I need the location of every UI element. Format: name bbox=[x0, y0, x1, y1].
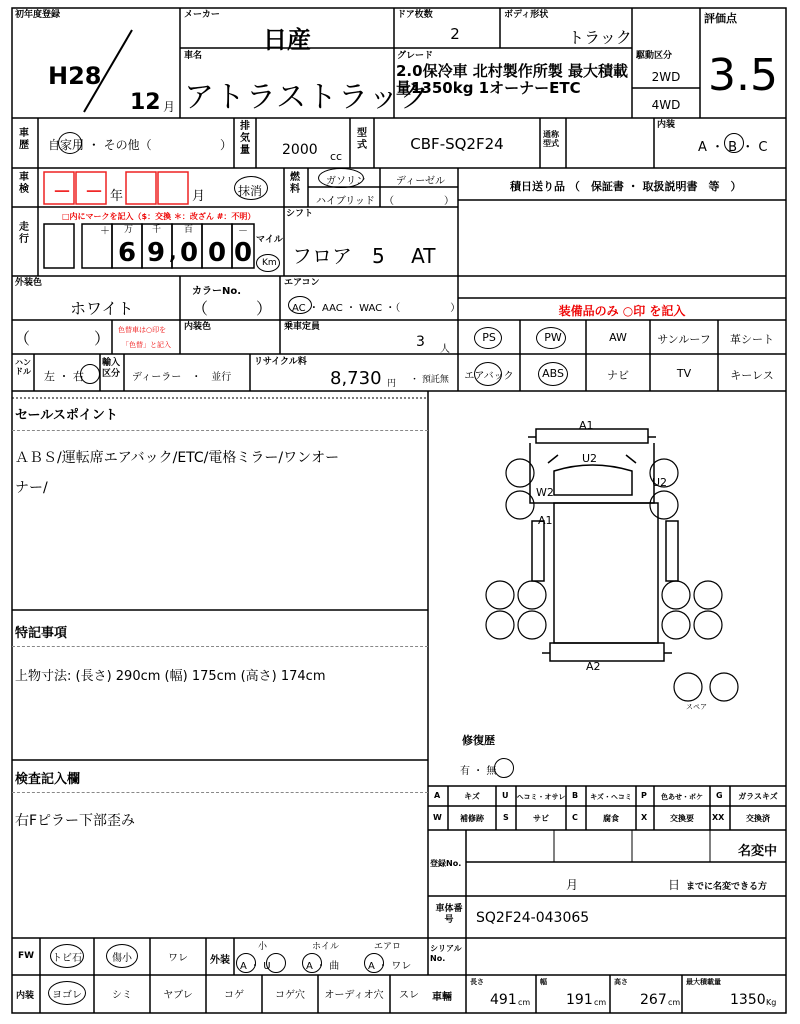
mileage-digit-5: 0 bbox=[234, 238, 253, 268]
capacity: 3 bbox=[416, 334, 425, 350]
handle: 左 ・ 右 bbox=[44, 370, 84, 383]
wheel-rr3 bbox=[662, 611, 690, 639]
shift-label: シフト bbox=[286, 209, 314, 219]
common-model-label: 通称型式 bbox=[543, 130, 559, 148]
color-change-note1: 色替車は○印を bbox=[118, 326, 167, 334]
expired-circle bbox=[234, 176, 268, 200]
drive-label: 駆動区分 bbox=[636, 51, 673, 61]
equip-aw: AW bbox=[609, 331, 627, 344]
int-stain: シミ bbox=[112, 990, 132, 1001]
equip-ps: PS bbox=[482, 331, 496, 344]
legend-x-text: 交換要 bbox=[670, 814, 694, 823]
displacement-unit: cc bbox=[330, 150, 343, 163]
equip-ps-circle bbox=[474, 327, 502, 349]
legend-b-text: キズ・ヘコミ bbox=[590, 793, 632, 801]
mile-unit: マイル bbox=[256, 235, 283, 245]
int-tear: ヤブレ bbox=[163, 990, 193, 1001]
width-unit: cm bbox=[594, 998, 607, 1007]
capacity-label: 乗車定員 bbox=[284, 322, 321, 332]
handle-circle bbox=[80, 364, 100, 384]
legend-c-code: C bbox=[572, 813, 578, 822]
recycle-unit: 円 bbox=[387, 379, 397, 389]
history-close: ） bbox=[220, 138, 233, 152]
inspector-text: 右Fピラー下部歪み bbox=[15, 813, 136, 829]
reg-year-label: 初年度登録 bbox=[15, 10, 61, 20]
spare-wheel-1 bbox=[674, 673, 702, 701]
color-change-note2: 「色替」と記入 bbox=[122, 341, 171, 349]
interior-grades: A ・ B ・ C bbox=[698, 140, 768, 155]
legend-x-code: X bbox=[641, 813, 648, 822]
ext-color-label: 外装色 bbox=[15, 278, 43, 288]
sales-divider bbox=[12, 430, 428, 431]
equip-airbag-circle bbox=[474, 362, 502, 386]
height-unit: cm bbox=[668, 998, 681, 1007]
wheel-rr2 bbox=[694, 581, 722, 609]
repair-none-circle bbox=[494, 758, 514, 778]
grade-label: グレード bbox=[397, 51, 434, 61]
cargo-box bbox=[554, 503, 658, 643]
fw-minor-circle bbox=[106, 944, 138, 968]
shift: フロア 5 AT bbox=[292, 244, 436, 268]
unit-sen: 千 bbox=[152, 225, 162, 235]
legend-p-code: P bbox=[641, 791, 647, 800]
wheel-fr2 bbox=[650, 491, 678, 519]
width: 191 bbox=[566, 992, 593, 1008]
reg-month: 月 bbox=[566, 878, 579, 892]
legend-s-text: サビ bbox=[533, 814, 549, 823]
spare-label: スペア bbox=[686, 703, 707, 711]
circle-mark bbox=[58, 132, 82, 154]
small-a-circle bbox=[236, 953, 256, 973]
diesel: ディーゼル bbox=[396, 176, 445, 187]
interior-paren: （ ） bbox=[14, 329, 111, 348]
vehicle-size-label: 車輛 bbox=[432, 992, 452, 1003]
legend-u-text: ヘコミ・オサレ bbox=[516, 793, 566, 801]
sales-line-1: ＡＢＳ/運転席エアバック/ETC/電格ミラー/ワンオー bbox=[15, 450, 340, 466]
gasoline: ガソリン bbox=[326, 176, 366, 187]
length-label: 長さ bbox=[470, 978, 484, 986]
history-label: 車歴 bbox=[19, 128, 29, 151]
registration-label: 登録No. bbox=[430, 859, 462, 868]
unit-minus: － bbox=[238, 226, 248, 237]
km-unit: Km bbox=[262, 258, 277, 268]
color-no-label: カラーNo. bbox=[192, 286, 242, 297]
repair-options: 有 ・ 無 bbox=[460, 766, 497, 777]
equip-leather: 革シート bbox=[730, 333, 774, 346]
fw-minor: 傷小 bbox=[112, 953, 132, 964]
interior-color-label: 内装色 bbox=[184, 322, 212, 332]
height-label: 高さ bbox=[614, 978, 628, 986]
import-label: 輸入区分 bbox=[102, 358, 121, 379]
insp-month-unit: 月 bbox=[192, 189, 206, 204]
int-dirt-circle bbox=[48, 981, 86, 1005]
mileage-label: 走行 bbox=[19, 222, 29, 245]
serial-label: シリアルNo. bbox=[430, 944, 462, 963]
model-label: 型式 bbox=[357, 128, 367, 151]
wheel-rl2 bbox=[518, 581, 546, 609]
reg-deadline: までに名変できる方 bbox=[686, 882, 768, 892]
recycle-label: リサイクル料 bbox=[254, 357, 307, 367]
legend-c-text: 腐食 bbox=[603, 814, 619, 823]
equip-tv: TV bbox=[676, 367, 692, 380]
capacity-unit: 人 bbox=[440, 344, 450, 355]
drive-2wd: 2WD bbox=[651, 70, 681, 84]
displacement-label: 排気量 bbox=[240, 121, 250, 156]
equip-keyless: キーレス bbox=[730, 369, 774, 382]
width-label: 幅 bbox=[540, 978, 547, 986]
documents: 積日送り品 （ 保証書 ・ 取扱説明書 等 ） bbox=[510, 180, 742, 193]
color-no: （ ） bbox=[192, 299, 273, 318]
fuel-label: 燃料 bbox=[290, 172, 300, 195]
fw-chip-circle bbox=[50, 944, 84, 968]
reg-year: H28 bbox=[48, 62, 102, 90]
legend-g-code: G bbox=[716, 791, 723, 800]
spare-wheel-2 bbox=[710, 673, 738, 701]
damage-u2-right: U2 bbox=[652, 476, 668, 489]
other-fuel-close: ） bbox=[444, 196, 454, 207]
inspector-divider bbox=[12, 792, 428, 793]
score: 3.5 bbox=[708, 50, 778, 101]
special-text: 上物寸法: (長さ) 290cm (幅) 175cm (高さ) 174cm bbox=[15, 669, 326, 684]
unit-man: 万 bbox=[124, 225, 134, 235]
special-label: 特記事項 bbox=[15, 626, 68, 641]
fw-chip: トビ石 bbox=[52, 953, 82, 964]
legend-p-text: 色あせ・ボケ bbox=[661, 793, 703, 801]
wheel-options: A ・ 曲 bbox=[306, 961, 340, 972]
maker: 日産 bbox=[263, 26, 311, 54]
recycle-fee: 8,730 bbox=[330, 368, 382, 389]
equip-abs: ABS bbox=[542, 367, 564, 380]
mileage-note: □内にマークを記入（$：交換 ＊：改ざん #：不明） bbox=[62, 212, 256, 221]
max-load: 1350 bbox=[730, 992, 766, 1008]
legend-a-text: キズ bbox=[464, 792, 480, 801]
wheel-rl3 bbox=[486, 611, 514, 639]
drive-4wd: 4WD bbox=[651, 98, 681, 112]
aero-options: A ・ ワレ bbox=[368, 961, 412, 972]
sales-label: セールスポイント bbox=[15, 408, 118, 423]
inspection-label: 車検 bbox=[19, 172, 29, 195]
legend-xx-code: XX bbox=[712, 813, 725, 822]
int-dirt: ヨゴレ bbox=[52, 990, 82, 1001]
small-label: 小 bbox=[258, 942, 268, 952]
length-unit: cm bbox=[518, 998, 531, 1007]
length: 491 bbox=[490, 992, 517, 1008]
deposit: ・ 預託無 bbox=[410, 375, 449, 385]
chassis-label: 車体番号 bbox=[435, 904, 463, 925]
max-load-unit: Kg bbox=[766, 998, 777, 1007]
reg-day: 日 bbox=[668, 878, 681, 892]
repair-label: 修復歴 bbox=[462, 734, 495, 747]
unit-hyaku: 百 bbox=[184, 225, 194, 235]
body-label: ボディ形状 bbox=[504, 10, 549, 20]
int-scuff: スレ bbox=[399, 990, 419, 1001]
fw-label: FW bbox=[18, 951, 35, 961]
aero-a-circle bbox=[364, 953, 384, 973]
ext-color: ホワイト bbox=[70, 299, 134, 318]
doors-label: ドア枚数 bbox=[397, 10, 433, 20]
small-u-circle bbox=[266, 953, 286, 973]
hybrid: ハイブリッド bbox=[316, 196, 375, 207]
chassis-number: SQ2F24-043065 bbox=[476, 910, 590, 926]
special-divider bbox=[12, 646, 428, 647]
windshield bbox=[554, 465, 632, 495]
equip-pw: PW bbox=[544, 331, 562, 344]
interior-label: 内装 bbox=[657, 120, 676, 130]
doors: 2 bbox=[450, 25, 460, 43]
legend-xx-text: 交換済 bbox=[746, 814, 770, 823]
wheel-rr1 bbox=[662, 581, 690, 609]
score-label: 評価点 bbox=[704, 12, 737, 25]
exterior-label: 外装 bbox=[210, 955, 230, 966]
name-change: 名変中 bbox=[738, 844, 778, 859]
name-label: 車名 bbox=[184, 51, 203, 61]
inspector-label: 検査記入欄 bbox=[15, 772, 81, 787]
handle-label: ハンドル bbox=[15, 358, 31, 376]
legend-s-code: S bbox=[503, 813, 509, 822]
model-code: CBF-SQ2F24 bbox=[410, 135, 504, 153]
insp-dash1: － bbox=[53, 182, 71, 203]
equip-pw-circle bbox=[536, 327, 566, 349]
wheel-label: ホイル bbox=[312, 942, 340, 952]
right-mirror-side bbox=[666, 521, 678, 581]
legend-u-code: U bbox=[502, 791, 509, 800]
mileage-digit-2: 9 bbox=[147, 238, 166, 268]
expired-text: 抹消 bbox=[238, 184, 263, 198]
damage-a1-top: A1 bbox=[579, 419, 594, 432]
damage-a2: A2 bbox=[586, 660, 601, 673]
small-options: A ・ U bbox=[240, 961, 271, 972]
ac-label: エアコン bbox=[284, 278, 320, 288]
equip-navi: ナビ bbox=[607, 369, 629, 382]
equipment-header: 装備品のみ ○印 を記入 bbox=[558, 304, 686, 318]
height: 267 bbox=[640, 992, 667, 1008]
wheel-rl1 bbox=[486, 581, 514, 609]
reg-month-unit: 月 bbox=[163, 100, 176, 114]
mileage-digit-1: 6 bbox=[118, 238, 137, 268]
maker-label: メーカー bbox=[184, 10, 220, 20]
equip-airbag: エアバック bbox=[464, 371, 514, 382]
damage-w2: W2 bbox=[536, 486, 554, 499]
legend-w-text: 補修跡 bbox=[460, 814, 484, 823]
rear-bumper bbox=[550, 643, 664, 661]
legend-g-text: ガラスキズ bbox=[738, 792, 778, 801]
wheel-rl4 bbox=[518, 611, 546, 639]
insp-year-unit: 年 bbox=[110, 189, 124, 204]
car-name: アトラストラック bbox=[184, 80, 431, 115]
km-circle bbox=[256, 254, 280, 272]
interior-b-circle bbox=[724, 133, 744, 153]
left-mirror-side bbox=[532, 521, 544, 581]
legend-a-code: A bbox=[434, 791, 441, 800]
grade: 2.0保冷車 北村製作所製 最大積載量1350kg 1オーナーETC bbox=[396, 63, 629, 97]
import: ディーラー ・ 並行 bbox=[132, 372, 232, 383]
damage-a1-mid: A1 bbox=[538, 514, 553, 527]
other-fuel: （ bbox=[384, 196, 394, 207]
max-load-label: 最大積載量 bbox=[686, 978, 721, 986]
mileage-digit-3: 0 bbox=[180, 238, 199, 268]
ac-options: AC ・ AAC ・ WAC ・（ ） bbox=[292, 303, 461, 314]
int-audio-hole: オーディオ穴 bbox=[324, 990, 384, 1001]
legend-w-code: W bbox=[433, 813, 442, 822]
vehicle-diagram bbox=[428, 391, 786, 731]
displacement: 2000 bbox=[282, 142, 318, 158]
mileage-comma: , bbox=[169, 240, 177, 264]
aero-label: エアロ bbox=[374, 942, 402, 952]
gasoline-circle bbox=[318, 168, 364, 188]
fw-crack: ワレ bbox=[168, 953, 188, 964]
body-type: トラック bbox=[568, 28, 632, 47]
wheel-fl2 bbox=[506, 491, 534, 519]
damage-u2-left: U2 bbox=[582, 452, 598, 465]
sales-line-2: ナー/ bbox=[15, 480, 48, 496]
wheel-rr4 bbox=[694, 611, 722, 639]
legend-b-code: B bbox=[572, 791, 579, 800]
wheel-a-circle bbox=[302, 953, 322, 973]
history-text: 自家用 ・ その他（ bbox=[48, 138, 152, 152]
equip-sunroof: サンルーフ bbox=[657, 333, 711, 346]
equip-abs-circle bbox=[538, 362, 568, 386]
unit-plus: ＋ bbox=[100, 226, 110, 237]
ac-circle bbox=[288, 296, 312, 314]
reg-month: 12 bbox=[130, 90, 161, 115]
int-burn: コゲ bbox=[224, 990, 244, 1001]
interior-bottom-label: 内装 bbox=[16, 991, 35, 1001]
int-burn-hole: コゲ穴 bbox=[275, 990, 305, 1001]
mileage-digit-4: 0 bbox=[208, 238, 227, 268]
insp-dash2: － bbox=[85, 182, 103, 203]
